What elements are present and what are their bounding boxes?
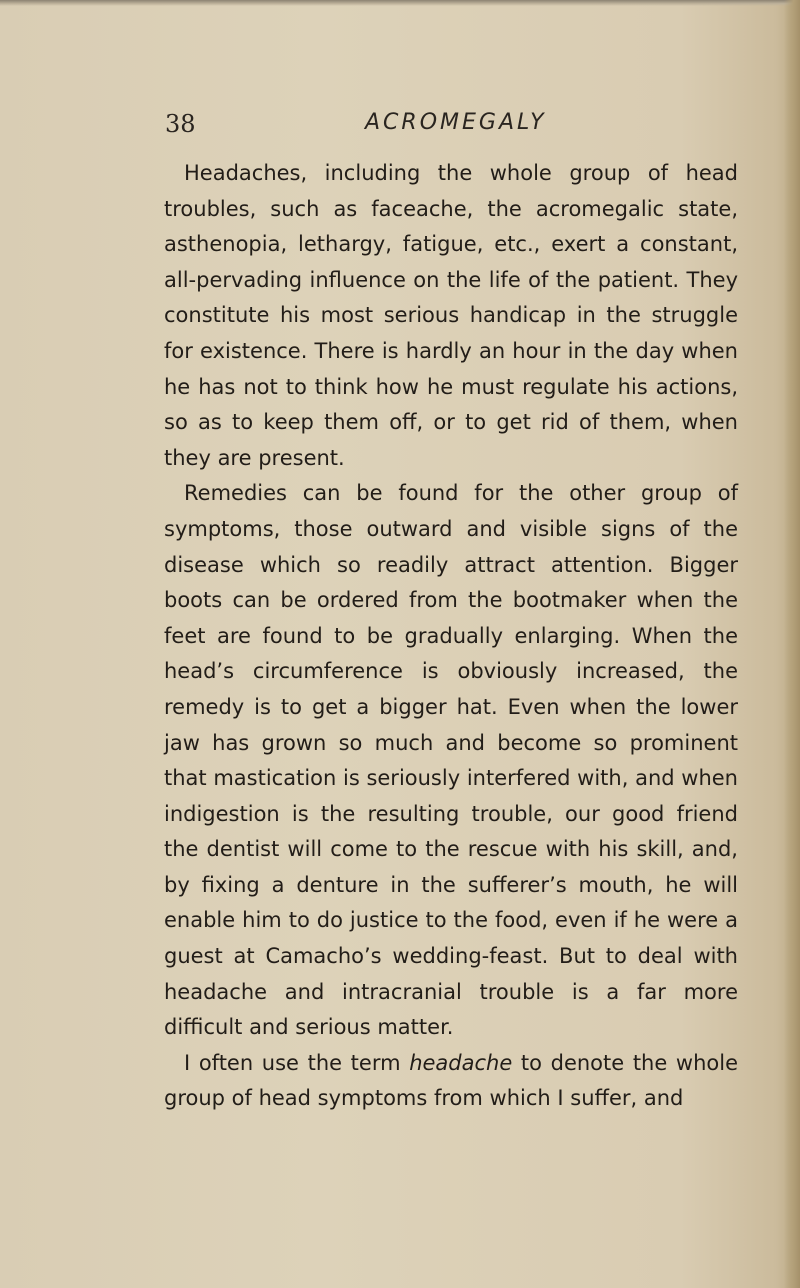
running-head: ACROMEGALY [365,110,547,135]
paragraph: Headaches, including the whole group of head troubles, such as faceache, the acromegalic state, asthenopia, lethargy, fatigue, etc., exert a constant, all-pervading influence on the life of the patient. They constitute his most serious handicap in the struggle for existence. There is hardly an hour in the day when he has not to think how he must regulate his actions, so as to keep them off, or to get rid of them, when they are present. [164,161,738,470]
paragraph [164,1046,738,1117]
page-top-edge [0,0,800,6]
page-right-edge [784,0,800,1288]
page-number: 38 [165,110,196,138]
page-header [165,110,735,146]
body-text [164,156,738,1117]
emphasized-term: headache [409,1050,513,1075]
paragraph: Remedies can be found for the other group of symptoms, those outward and visible signs of the disease which so readily attract attention. Bigger boots can be ordered from the bootmaker when the feet are found to be gradually enlarging. When the head’s circumference is obviously increased, the remedy is to get a bigger hat. Even when the lower jaw has grown so much and become so prominent that mastication is seriously interfered with, and when indigestion is the resulting trouble, our good friend the dentist will come to the rescue with his skill, and, by fixing a denture in the sufferer’s mouth, he will enable him to do justice to the food, even if he were a guest at Camacho’s wedding-feast. But to deal with headache and intracranial trouble is a far more difficult and serious matter. [164,481,738,1040]
paragraph-text: to denote the whole group of head symptoms from which I suffer, and [164,1050,738,1111]
paragraph-text: I often use the term [184,1050,410,1075]
